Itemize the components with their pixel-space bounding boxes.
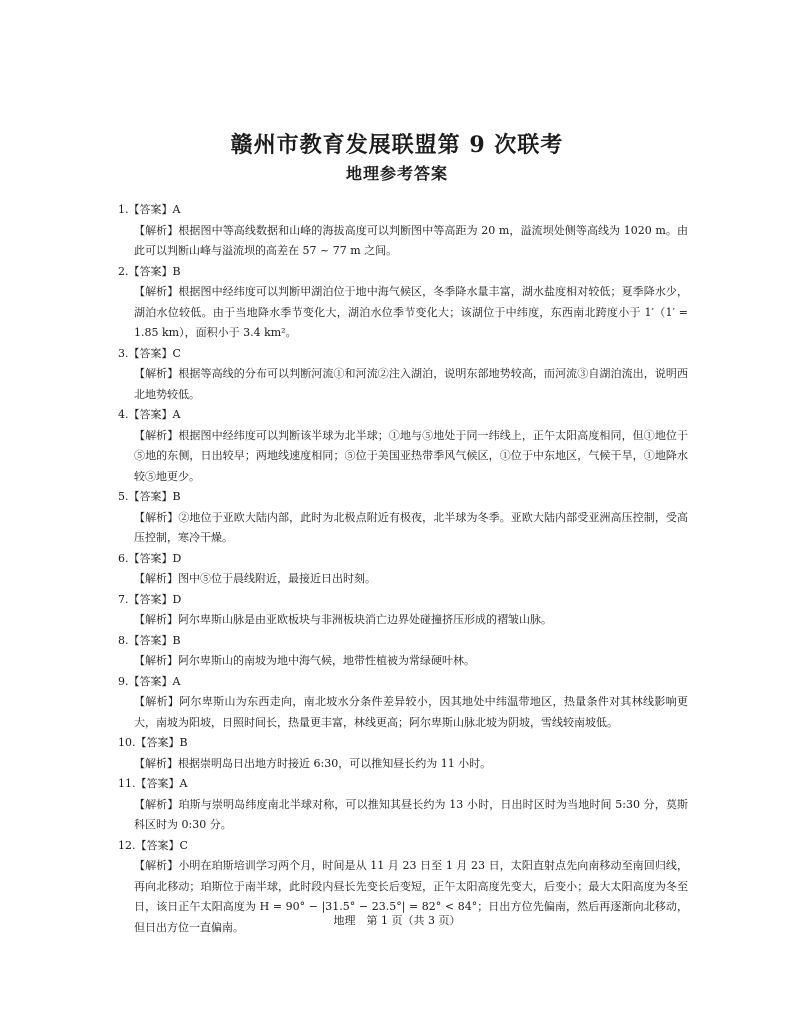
answer-label: 7.【答案】D: [118, 592, 182, 606]
answer-item-6: [118, 549, 688, 590]
answer-explanation: 【解析】②地位于亚欧大陆内部，此时为北极点附近有极夜，北半球为冬季。亚欧大陆内部受亚洲高压控制，受高压控制，寒冷干燥。: [134, 510, 688, 544]
answer-label: 2.【答案】B: [118, 264, 181, 278]
answer-item-1: [118, 200, 688, 262]
answer-explanation: 【解析】阿尔卑斯山脉是由亚欧板块与非洲板块消亡边界处碰撞挤压形成的褶皱山脉。: [134, 613, 552, 626]
answer-label: 3.【答案】C: [118, 346, 181, 360]
answer-item-7: [118, 590, 688, 631]
answer-label: 9.【答案】A: [118, 674, 181, 688]
answer-explanation: 【解析】小明在珀斯培训学习两个月，时间是从 11 月 23 日至 1 月 23 日，太阳直射点先向南移动至南回归线，再向北移动；珀斯位于南半球，此时段内昼长先变长后变短，正午太阳高度先变大，后变小；最大太阳高度为冬至日，该日正午太阳高度为 H = 90° − |31.5° − 23.5°| = 82° < 84°；日出方位先偏南，然后再逐渐向北移动，但日出方位一直偏南。: [134, 859, 688, 934]
answer-explanation: 【解析】根据崇明岛日出地方时接近 6:30，可以推知昼长约为 11 小时。: [134, 756, 492, 770]
answer-explanation: 【解析】阿尔卑斯山为东西走向，南北坡水分条件差异较小，因其地处中纬温带地区，热量条件对其林线影响更大，南坡为阳坡，日照时间长，热量更丰富，林线更高；阿尔卑斯山脉北坡为阴坡，雪线较南坡低。: [134, 695, 688, 729]
answer-label: 6.【答案】D: [118, 551, 182, 565]
answer-explanation: 【解析】根据图中经纬度可以判断该半球为北半球；①地与⑤地处于同一纬线上，正午太阳高度相同，但①地位于⑤地的东侧，日出较早；两地线速度相同；⑤位于美国亚热带季风气候区，①位于中东地区，气候干旱，①地降水较⑤地更少。: [134, 428, 688, 483]
answer-item-4: [118, 405, 688, 487]
answer-item-3: [118, 344, 688, 406]
answer-item-2: [118, 262, 688, 344]
answer-item-5: [118, 487, 688, 549]
answer-explanation: 【解析】根据图中等高线数据和山峰的海拔高度可以判断图中等高距为 20 m，溢流坝处侧等高线为 1020 m。由此可以判断山峰与溢流坝的高差在 57 ~ 77 m 之间。: [134, 223, 688, 257]
answer-item-11: [118, 774, 688, 836]
answer-explanation: 【解析】珀斯与崇明岛纬度南北半球对称，可以推知其昼长约为 13 小时，日出时区时为当地时间 5:30 分，莫斯科区时为 0:30 分。: [134, 797, 688, 831]
answer-explanation: 【解析】根据图中经纬度可以判断甲湖泊位于地中海气候区，冬季降水量丰富，湖水盐度相对较低；夏季降水少，湖泊水位较低。由于当地降水季节变化大，湖泊水位季节变化大；该湖位于中纬度，东西南北跨度小于 1′（1′ = 1.85 km），面积小于 3.4 km²。: [134, 285, 688, 339]
answer-item-10: [118, 733, 688, 774]
answer-label: 4.【答案】A: [118, 408, 181, 421]
answer-label: 12.【答案】C: [118, 838, 188, 852]
page-subtitle: 地理参考答案: [345, 164, 448, 183]
answer-list: [118, 200, 688, 938]
answer-label: 10.【答案】B: [118, 736, 188, 749]
answer-explanation: 【解析】阿尔卑斯山的南坡为地中海气候，地带性植被为常绿硬叶林。: [134, 654, 475, 667]
answer-label: 8.【答案】B: [118, 633, 181, 647]
answer-item-9: [118, 672, 688, 734]
answer-label: 11.【答案】A: [118, 777, 188, 790]
answer-label: 1.【答案】A: [118, 203, 181, 216]
answer-explanation: 【解析】图中⑤位于晨线附近，最接近日出时刻。: [134, 572, 376, 585]
answer-label: 5.【答案】B: [118, 490, 181, 503]
answer-explanation: 【解析】根据等高线的分布可以判断河流①和河流②注入湖泊，说明东部地势较高，而河流③自湖泊流出，说明西北地势较低。: [134, 367, 688, 401]
page-footer: 地理 第 1 页（共 3 页）: [333, 914, 461, 927]
answer-item-8: [118, 631, 688, 672]
page-title: 赣州市教育发展联盟第 9 次联考: [230, 132, 564, 158]
